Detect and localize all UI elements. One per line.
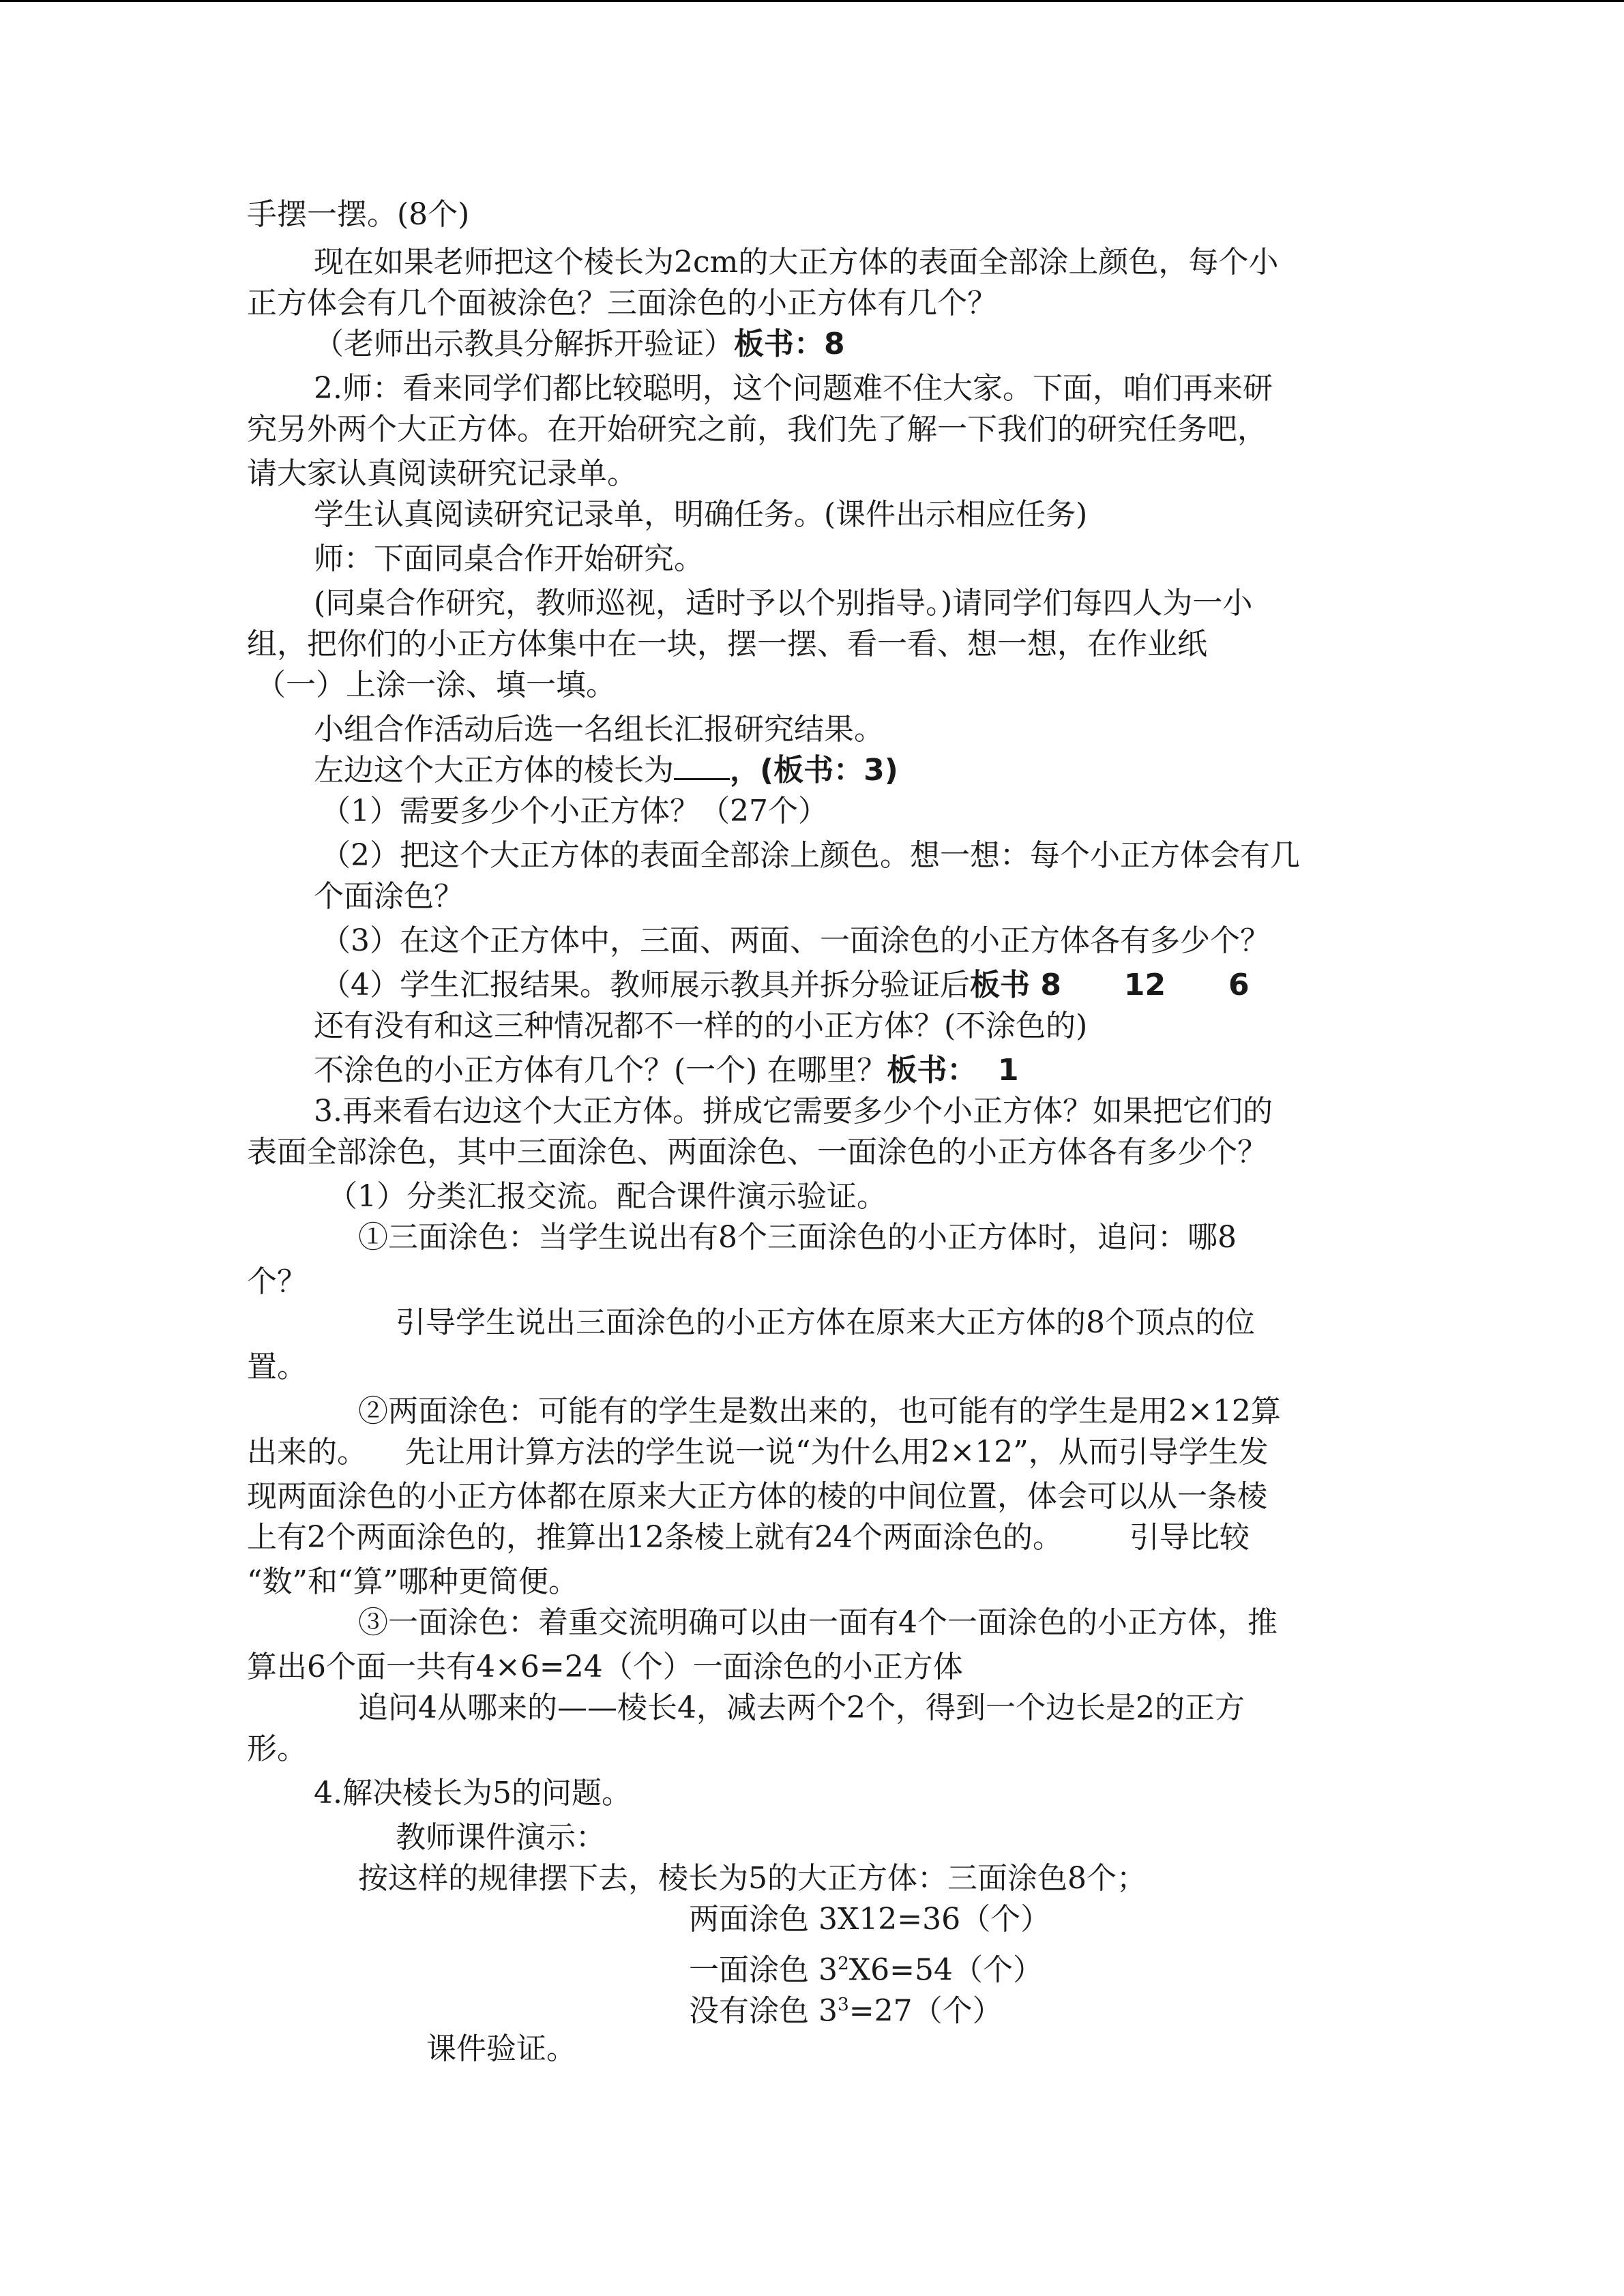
board-note: ，(板书：3) bbox=[730, 753, 898, 788]
text-line: 追问4从哪来的——棱长4，减去两个2个，得到一个边长是2的正方 bbox=[358, 1690, 1245, 1725]
text-line: 2.师：看来同学们都比较聪明，这个问题难不住大家。下面，咱们再来研 bbox=[314, 371, 1273, 406]
text-line: 现在如果老师把这个棱长为2cm的大正方体的表面全部涂上颜色，每个小 bbox=[314, 245, 1279, 280]
text-line: 表面全部涂色，其中三面涂色、两面涂色、一面涂色的小正方体各有多少个？ bbox=[247, 1135, 1267, 1169]
text-line: （4）学生汇报结果。教师展示教具并拆分验证后板书 8 12 6 bbox=[321, 968, 1250, 1002]
text-line: （一）上涂一涂、填一填。 bbox=[256, 668, 616, 702]
text-line: 教师课件演示： bbox=[396, 1820, 606, 1855]
text-line: 组，把你们的小正方体集中在一块，摆一摆、看一看、想一想，在作业纸 bbox=[247, 627, 1207, 661]
board-note: 板书：8 bbox=[734, 327, 845, 361]
text-line: 课件验证。 bbox=[426, 2031, 576, 2066]
board-note: 板书： 1 bbox=[887, 1053, 1019, 1088]
text-line: 按这样的规律摆下去，棱长为5的大正方体：三面涂色8个； bbox=[358, 1861, 1147, 1896]
answer-blank bbox=[674, 751, 730, 780]
page-top-border bbox=[0, 0, 1624, 2]
text-line: （3）在这个正方体中，三面、两面、一面涂色的小正方体各有多少个？ bbox=[321, 923, 1270, 958]
text-line: ①三面涂色：当学生说出有8个三面涂色的小正方体时，追问：哪8 bbox=[358, 1220, 1237, 1255]
text-line: 引导学生说出三面涂色的小正方体在原来大正方体的8个顶点的位 bbox=[396, 1305, 1255, 1340]
text-line: ②两面涂色：可能有的学生是数出来的，也可能有的学生是用2×12算 bbox=[358, 1394, 1281, 1429]
text-line: 一面涂色 $3^2X6=54$（个） bbox=[689, 1952, 1043, 1988]
text-line: 个面涂色？ bbox=[314, 879, 464, 914]
text-line: 出来的。 先让用计算方法的学生说一说“为什么用2×12”，从而引导学生发 bbox=[247, 1435, 1269, 1470]
text-line: 手摆一摆。(8个) bbox=[247, 197, 470, 232]
text-line: ③一面涂色：着重交流明确可以由一面有4个一面涂色的小正方体，推 bbox=[358, 1605, 1278, 1640]
text-line: （1）分类汇报交流。配合课件演示验证。 bbox=[327, 1179, 887, 1214]
text-line: 师：下面同桌合作开始研究。 bbox=[314, 541, 704, 576]
text-line: 不涂色的小正方体有几个？(一个) 在哪里？板书： 1 bbox=[314, 1053, 1019, 1088]
text-line: 还有没有和这三种情况都不一样的的小正方体？(不涂色的) bbox=[314, 1009, 1088, 1043]
text-line: 没有涂色 $3^3=27$（个） bbox=[689, 1993, 1003, 2029]
text-line: 3.再来看右边这个大正方体。拼成它需要多少个小正方体？如果把它们的 bbox=[314, 1094, 1273, 1129]
text-line: 左边这个大正方体的棱长为 ，(板书：3) bbox=[314, 750, 898, 791]
text-line: 学生认真阅读研究记录单，明确任务。(课件出示相应任务) bbox=[314, 497, 1088, 532]
text-line: 算出6个面一共有4×6=24（个）一面涂色的小正方体 bbox=[247, 1650, 963, 1684]
text-line: 上有2个两面涂色的，推算出12条棱上就有24个两面涂色的。 引导比较 bbox=[247, 1520, 1250, 1555]
text-line: “数”和“算”哪种更简便。 bbox=[247, 1564, 578, 1599]
text-line: 小组合作活动后选一名组长汇报研究结果。 bbox=[314, 712, 884, 747]
text-line: 现两面涂色的小正方体都在原来大正方体的棱的中间位置，体会可以从一条棱 bbox=[247, 1479, 1267, 1514]
text-line: 正方体会有几个面被涂色？三面涂色的小正方体有几个？ bbox=[247, 286, 997, 320]
text-line: 两面涂色 3X12=36（个） bbox=[689, 1902, 1051, 1937]
text-line: 请大家认真阅读研究记录单。 bbox=[247, 456, 637, 491]
text-line: 个？ bbox=[247, 1264, 307, 1299]
text-line: （老师出示教具分解拆开验证）板书：8 bbox=[314, 327, 845, 361]
text-line: （2）把这个大正方体的表面全部涂上颜色。想一想：每个小正方体会有几 bbox=[321, 838, 1300, 873]
board-note: 板书 8 12 6 bbox=[970, 968, 1250, 1002]
text-line: 形。 bbox=[247, 1731, 307, 1766]
text-line: （1）需要多少个小正方体？（27个） bbox=[321, 794, 828, 829]
text-line: 置。 bbox=[247, 1350, 307, 1384]
text-line: 4.解决棱长为5的问题。 bbox=[314, 1776, 632, 1810]
text-line: 究另外两个大正方体。在开始研究之前，我们先了解一下我们的研究任务吧， bbox=[247, 412, 1267, 447]
text-line: (同桌合作研究，教师巡视，适时予以个别指导。)请同学们每四人为一小 bbox=[314, 586, 1253, 621]
